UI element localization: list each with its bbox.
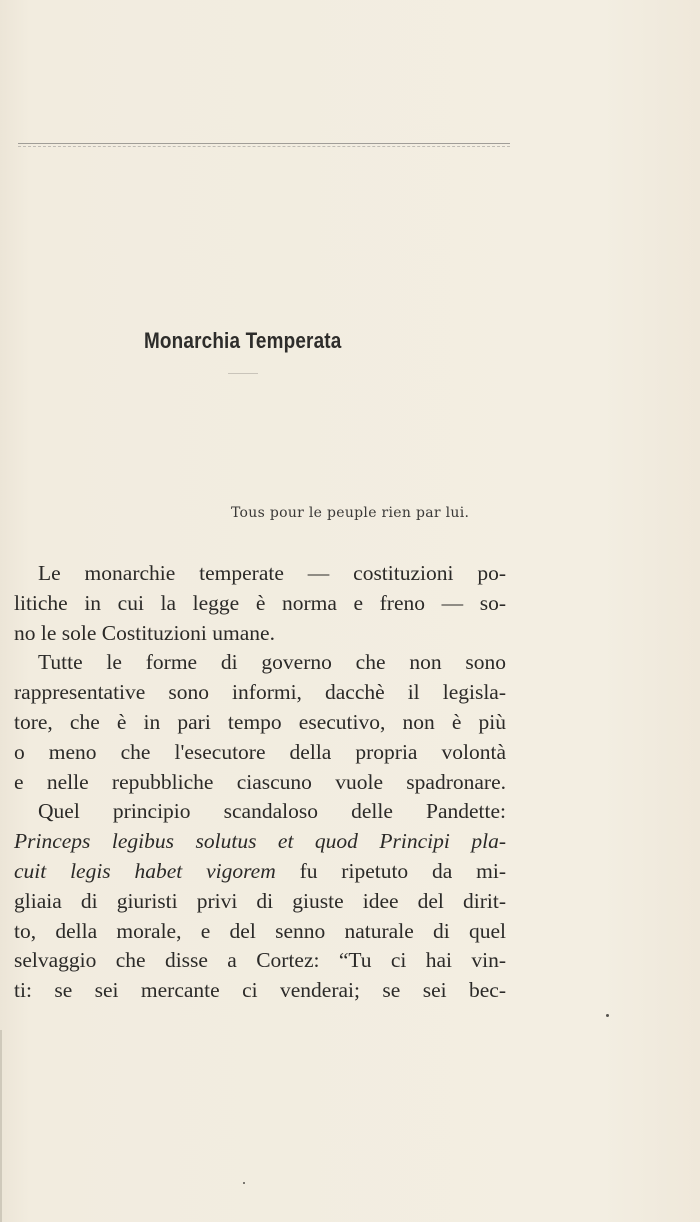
- text-fragment: fu ripetuto da mi-: [275, 858, 506, 883]
- text-line: Le monarchie temperate — costituzioni po-: [38, 561, 506, 585]
- latin-quote-line: Princeps legibus solutus et quod Principi pla-: [14, 829, 506, 854]
- text-line: Tutte le forme di governo che non sono: [38, 650, 506, 675]
- text-line: no le sole Costituzioni umane.: [14, 620, 275, 645]
- latin-quote-fragment: cuit legis habet vigorem: [14, 858, 276, 883]
- epigraph: Tous pour le peuple rien par lui.: [231, 505, 470, 521]
- text-line: tore, che è in pari tempo esecutivo, non è più: [14, 709, 506, 734]
- text-line: gliaia di giuristi privi di giuste idee del dirit-: [14, 888, 506, 913]
- text-line: rappresentative sono informi, dacchè il legisla-: [14, 680, 506, 705]
- text-line: litiche in cui la legge è norma e freno — so-: [14, 590, 506, 615]
- header-rule: [18, 143, 510, 147]
- text-line: o meno che l'esecutore della propria volontà: [14, 739, 506, 764]
- text-line: e nelle repubbliche ciascuno vuole spadronare.: [14, 769, 506, 794]
- body-text: [14, 559, 506, 1006]
- text-line: ti: se sei mercante ci venderai; se sei bec-: [14, 978, 506, 1003]
- paper-speck: [243, 1182, 245, 1184]
- text-line: Quel principio scandaloso delle Pandette:: [38, 799, 506, 824]
- text-line: selvaggio che disse a Cortez: “Tu ci hai vin-: [14, 948, 506, 973]
- title-divider: [228, 373, 258, 374]
- paper-speck: [606, 1014, 609, 1017]
- page-edge-shadow: [0, 1030, 2, 1222]
- text-line: to, della morale, e del senno naturale di quel: [14, 918, 506, 943]
- text-line: [14, 857, 506, 887]
- chapter-title: Monarchia Temperata: [144, 328, 342, 353]
